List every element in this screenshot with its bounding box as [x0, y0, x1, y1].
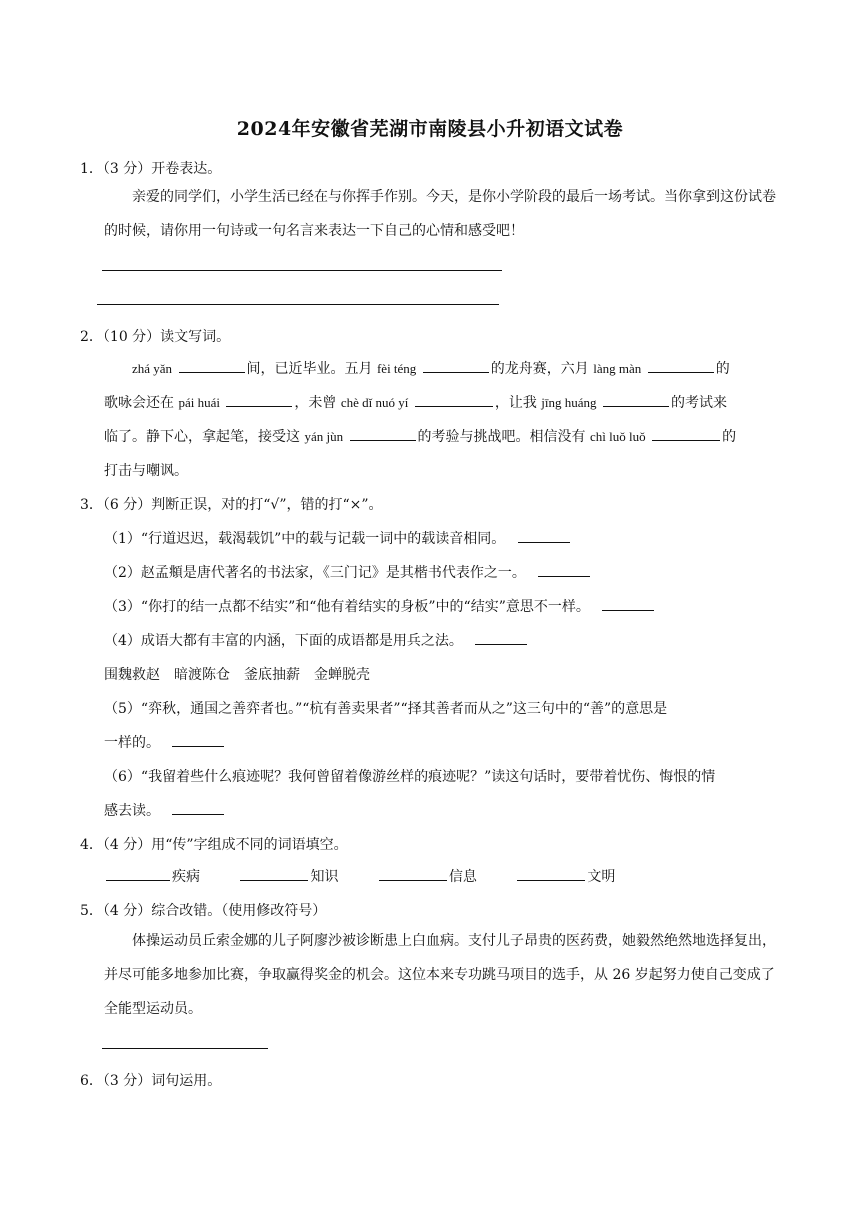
question-5-text: 体操运动员丘索金娜的儿子阿廖沙被诊断患上白血病。支付儿子昂贵的医药费，她毅然绝然地选择复出，并尽可能多地参加比赛，争取赢得奖金的机会。这位本来专功跳马项目的选手，从 26 岁起努力使自己变成了全能型运动员。: [104, 933, 776, 1017]
answer-blank[interactable]: [240, 866, 308, 881]
question-2-label: 2．（10 分）读文写词。: [80, 329, 231, 345]
answer-blank[interactable]: [538, 562, 590, 577]
word: 知识: [310, 869, 339, 885]
question-3-item-5-cont: [104, 732, 226, 752]
text: 临了。静下心，拿起笔，接受这: [104, 429, 300, 445]
pinyin: zhá yǎn: [132, 361, 173, 376]
question-3-item-4: [104, 630, 529, 650]
text: 的龙舟赛，六月: [490, 361, 589, 377]
text: （1）“行道迟迟，载渴载饥”中的载与记载一词中的载读音相同。: [104, 531, 506, 547]
text: 一样的。: [104, 735, 160, 751]
question-2-line-2: [104, 392, 727, 412]
question-3-item-2: [104, 562, 592, 582]
text: 的: [722, 429, 737, 445]
text: 的考验与挑战吧。相信没有: [417, 429, 586, 445]
word: 文明: [587, 869, 616, 885]
answer-blank[interactable]: [475, 630, 527, 645]
question-3-item-6: （6）“我留着些什么痕迹呢？我何曾留着像游丝样的痕迹呢？”读这句话时，要带着忧伤、悔恨的情: [104, 769, 716, 785]
answer-blank[interactable]: [379, 866, 447, 881]
answer-blank[interactable]: [603, 392, 669, 407]
pinyin: chè dǐ nuó yí: [340, 395, 409, 410]
answer-blank[interactable]: [179, 358, 245, 373]
question-3-item-6-cont: [104, 800, 226, 820]
pinyin: fèi téng: [376, 361, 417, 376]
text: 的考试来: [671, 395, 727, 411]
answer-blank[interactable]: [517, 866, 585, 881]
text: （2）赵孟頫是唐代著名的书法家，《三门记》是其楷书代表作之一。: [104, 565, 526, 581]
answer-blank[interactable]: [652, 426, 720, 441]
answer-blank[interactable]: [518, 528, 570, 543]
text: （4）成语大都有丰富的内涵，下面的成语都是用兵之法。: [104, 633, 463, 649]
question-2-line-3: [104, 426, 736, 446]
answer-line: [102, 1048, 268, 1049]
text: 感去读。: [104, 803, 160, 819]
question-1-label: 1．（3 分）开卷表达。: [80, 161, 222, 177]
text: 的: [715, 361, 730, 377]
answer-blank[interactable]: [172, 732, 224, 747]
answer-blank[interactable]: [350, 426, 416, 441]
answer-blank[interactable]: [415, 392, 493, 407]
answer-blank[interactable]: [423, 358, 489, 373]
question-4-answers: [104, 866, 615, 886]
answer-blank[interactable]: [602, 596, 654, 611]
pinyin: chì luǒ luǒ: [590, 429, 646, 444]
question-3-label: 3．（6 分）判断正误，对的打“√”，错的打“×”。: [80, 497, 383, 513]
text: ，未曾: [294, 395, 337, 411]
answer-blank[interactable]: [648, 358, 714, 373]
question-3-item-5: （5）“弈秋，通国之善弈者也。”“杭有善卖果者”“择其善者而从之”这三句中的“善”的意思是: [104, 701, 668, 717]
text: 歌咏会还在: [104, 395, 174, 411]
answer-line: [97, 304, 499, 305]
word: 信息: [448, 869, 477, 885]
text: 间，已近毕业。五月: [246, 361, 373, 377]
pinyin: jīng huáng: [541, 395, 597, 410]
question-5-label: 5．（4 分）综合改错。（使用修改符号）: [80, 903, 327, 919]
question-3-item-3: [104, 596, 656, 616]
question-3-item-1: [104, 528, 572, 548]
pinyin: làng màn: [593, 361, 642, 376]
answer-line: [102, 270, 502, 271]
text: ，让我: [494, 395, 537, 411]
question-4-label: 4．（4 分）用“传”字组成不同的词语填空。: [80, 837, 348, 853]
question-6-label: 6．（3 分）词句运用。: [80, 1073, 222, 1089]
pinyin: yán jùn: [304, 429, 344, 444]
question-2-line-4: 打击与嘲讽。: [104, 463, 188, 479]
answer-blank[interactable]: [226, 392, 292, 407]
answer-blank[interactable]: [172, 800, 224, 815]
idiom-list: 围魏救赵 暗渡陈仓 釜底抽薪 金蝉脱壳: [104, 667, 370, 683]
page-title: 2024年安徽省芜湖市南陵县小升初语文试卷: [236, 118, 624, 140]
word: 疾病: [172, 869, 200, 885]
text: （3）“你打的结一点都不结实”和“他有着结实的身板”中的“结实”意思不一样。: [104, 599, 590, 615]
answer-blank[interactable]: [106, 866, 170, 881]
question-2-line-1: [132, 358, 730, 378]
pinyin: pái huái: [178, 395, 220, 410]
question-1-text: 亲爱的同学们，小学生活已经在与你挥手作别。今天，是你小学阶段的最后一场考试。当你拿到这份试卷的时候，请你用一句诗或一句名言来表达一下自己的心情和感受吧！: [104, 189, 776, 239]
